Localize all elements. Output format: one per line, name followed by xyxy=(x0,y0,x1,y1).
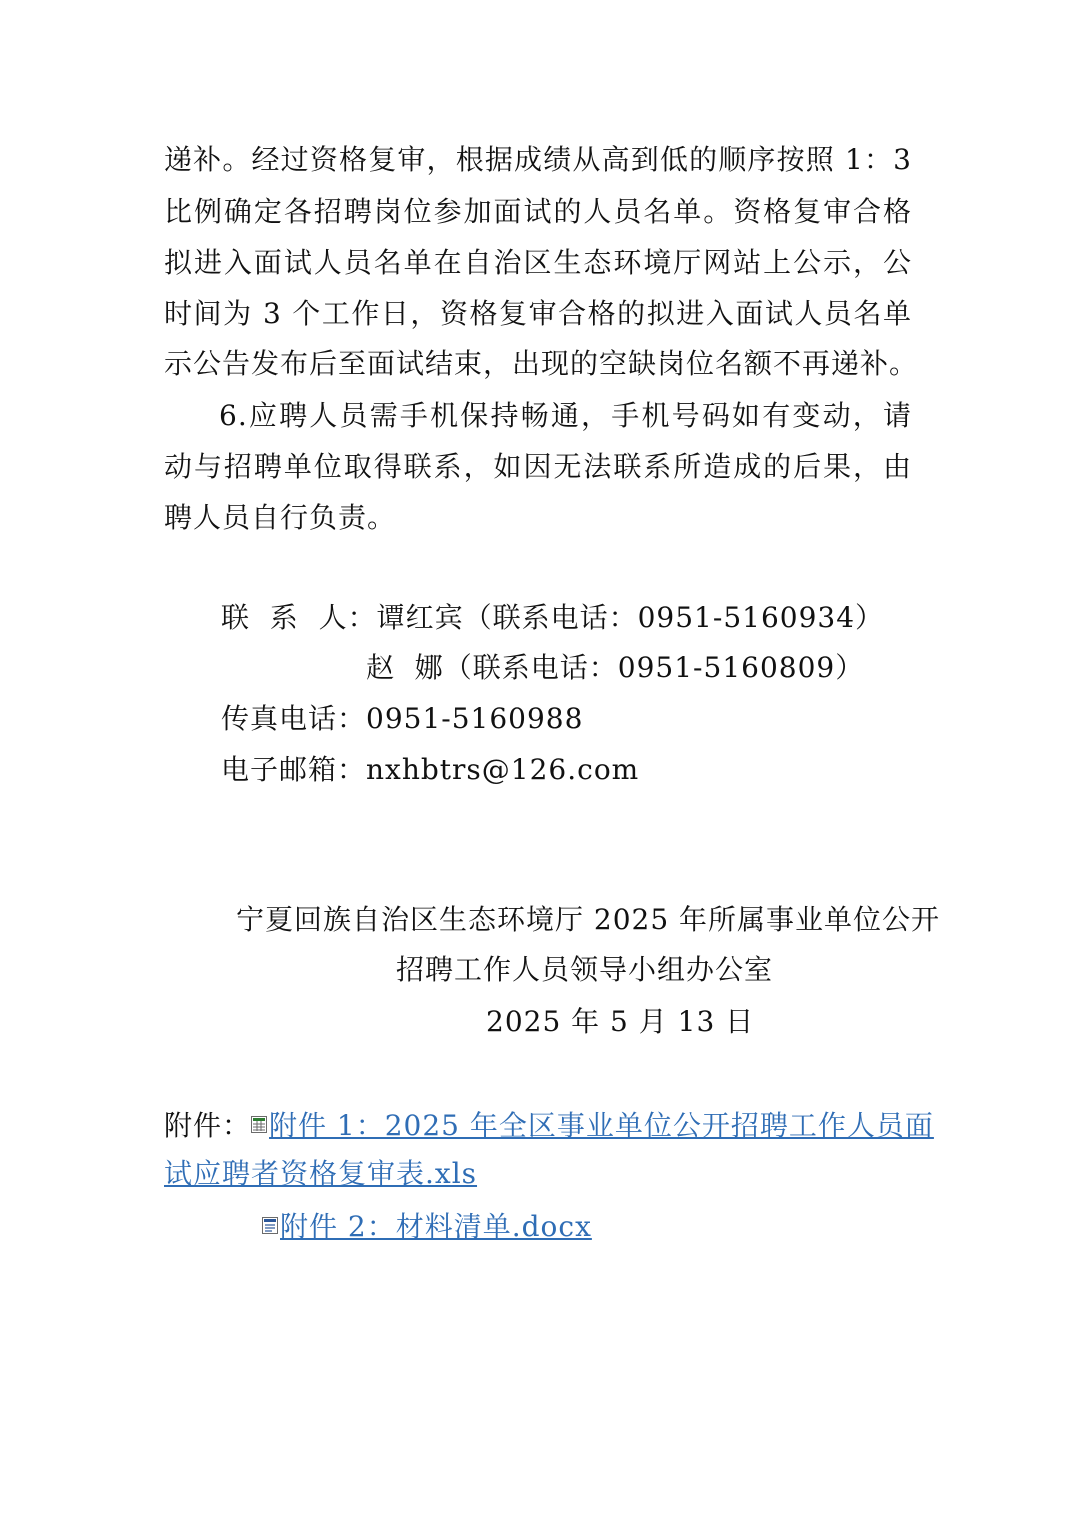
paragraph-line: 拟进入面试人员名单在自治区生态环境厅网站上公示，公 xyxy=(164,246,912,279)
paragraph-line: 动与招聘单位取得联系，如因无法联系所造成的后果，由 xyxy=(164,450,912,483)
paragraph-line: 聘人员自行负责。 xyxy=(164,501,397,534)
fax-number: 传真电话：0951-5160988 xyxy=(221,702,584,735)
attachment-2-link[interactable]: 附件 2：材料清单.docx xyxy=(280,1210,592,1243)
paragraph-line: 6.应聘人员需手机保持畅通，手机号码如有变动，请 xyxy=(219,399,912,432)
contact-person: 联 系 人：谭红宾（联系电话：0951-5160934） xyxy=(221,601,885,634)
attachment-2-row xyxy=(262,1207,592,1245)
attachment-1-row xyxy=(164,1106,934,1144)
attachment-1-link-cont[interactable]: 试应聘者资格复审表.xls xyxy=(164,1157,478,1190)
word-file-icon[interactable] xyxy=(262,1207,278,1224)
excel-file-icon[interactable] xyxy=(251,1106,267,1123)
attachment-1-link[interactable]: 附件 1：2025 年全区事业单位公开招聘工作人员面 xyxy=(269,1109,934,1142)
paragraph-line: 时间为 3 个工作日，资格复审合格的拟进入面试人员名单 xyxy=(164,297,912,330)
paragraph-line: 递补。经过资格复审，根据成绩从高到低的顺序按照 1：3 xyxy=(164,143,912,176)
signature-date: 2025 年 5 月 13 日 xyxy=(486,1005,755,1038)
paragraph-line: 比例确定各招聘岗位参加面试的人员名单。资格复审合格 xyxy=(164,195,912,228)
email-address: 电子邮箱：nxhbtrs@126.com xyxy=(221,753,640,786)
signature-org: 宁夏回族自治区生态环境厅 2025 年所属事业单位公开 xyxy=(236,903,941,936)
contact-person-2: 赵 娜（联系电话：0951-5160809） xyxy=(366,651,865,684)
attachments-label: 附件： xyxy=(164,1109,252,1142)
attachment-1-link-cont-row xyxy=(164,1156,477,1192)
signature-org-2: 招聘工作人员领导小组办公室 xyxy=(396,953,774,986)
paragraph-line: 示公告发布后至面试结束，出现的空缺岗位名额不再递补。 xyxy=(164,347,919,380)
